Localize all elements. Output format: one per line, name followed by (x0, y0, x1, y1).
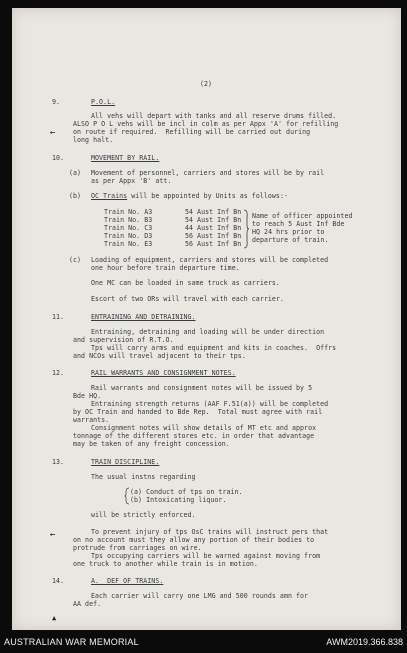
section-10-c-line: Escort of two ORs will travel with each carrier. (91, 295, 284, 303)
section-13-number: 13. (52, 458, 65, 466)
section-12-number: 12. (52, 369, 65, 377)
section-9-number: 9. (52, 98, 61, 106)
section-10-title: MOVEMENT BY RAIL. (91, 154, 160, 162)
section-13-line: protrude from carriages on wire. (73, 544, 202, 552)
section-10-c-label: (c) (69, 256, 82, 264)
section-10-number: 10. (52, 154, 65, 162)
section-12-line: Consignment notes will show details of MT etc and approx (91, 424, 317, 432)
section-10-a-label: (a) (69, 169, 82, 177)
section-10-c-line: One MC can be loaded in same truck as carriers. (91, 279, 280, 287)
section-9-line: long halt. (73, 136, 114, 144)
trains-note: departure of train. (252, 236, 329, 244)
section-12-line: by OC Train and handed to Bde Rep. Total must agree with rail (73, 408, 323, 416)
trains-note: to reach 5 Aust Inf Bde (252, 220, 345, 228)
section-12-line: Entraining strength returns (AAF F.51(a)) will be completed (91, 400, 329, 408)
section-10-a-line: as per Appx 'B' att. (91, 177, 172, 185)
trains-note: HQ 24 hrs prior to (252, 228, 325, 236)
section-13-line: on no account must they allow any portion of their bodies to (73, 536, 315, 544)
footer-bar (0, 630, 407, 653)
section-13-lead: The usual instns regarding (91, 473, 196, 481)
train-unit: 54 Aust Inf Bn (185, 208, 242, 216)
section-12-line: warrants. (73, 416, 110, 424)
section-10-c-line: Loading of equipment, carriers and stores will be completed (91, 256, 329, 264)
arrow-mark-icon: ← (50, 530, 56, 540)
oc-trains-rest: will be appointed by Units as follows:- (127, 192, 288, 200)
section-14-line: Each carrier will carry one LMG and 500 rounds amn for (91, 592, 309, 600)
train-name: Train No. D3 (104, 232, 153, 240)
document-page (12, 8, 401, 630)
section-11-line: Entraining, detraining and loading will be under direction (91, 328, 325, 336)
section-13-after: will be strictly enforced. (91, 511, 196, 519)
section-11-line: and supervision of R.T.O. (73, 336, 174, 344)
train-unit: 44 Aust Inf Bn (185, 224, 242, 232)
section-10-a-line: Movement of personnel, carriers and stores will be by rail (91, 169, 325, 177)
train-name: Train No. A3 (104, 208, 153, 216)
section-13-title: TRAIN DISCIPLINE. (91, 458, 160, 466)
section-14-line: AA def. (73, 600, 102, 608)
section-11-title: ENTRAINING AND DETRAINING. (91, 313, 196, 321)
section-12-line: Bde HQ. (73, 392, 102, 400)
train-name: Train No. B3 (104, 216, 153, 224)
train-unit: 54 Aust Inf Bn (185, 216, 242, 224)
section-11-number: 11. (52, 313, 65, 321)
train-unit: 56 Aust Inf Bn (185, 240, 242, 248)
section-13-line: Tps occupying carriers will be warned against moving from (91, 552, 321, 560)
train-unit: 56 Aust Inf Bn (185, 232, 242, 240)
footer-accession: AWM2019.366.838 (326, 637, 403, 647)
section-11-line: Tps will carry arms and equipment and kits in coaches. Offrs (91, 344, 337, 352)
section-9-line: ALSO P O L vehs will be incl in colm as per Appx 'A' for refilling (73, 120, 339, 128)
section-9-line: on route if required. Refilling will be carried out during (73, 128, 311, 136)
arrow-mark-icon: ← (50, 128, 56, 138)
page-number: (2) (200, 80, 213, 88)
train-name: Train No. C3 (104, 224, 153, 232)
section-12-line: may be taken of any freight concession. (73, 440, 230, 448)
section-14-title: A. DEF OF TRAINS. (91, 577, 164, 585)
train-name: Train No. E3 (104, 240, 153, 248)
section-9-title: P.O.L. (91, 98, 116, 106)
section-14-number: 14. (52, 577, 65, 585)
section-12-line: tonnage of the different stores etc. in order that advantage (73, 432, 315, 440)
section-10-b-label: (b) (69, 192, 82, 200)
pin-mark-icon: ▲ (52, 614, 57, 622)
section-12-title: RAIL WARRANTS AND CONSIGNMENT NOTES. (91, 369, 236, 377)
oc-trains-text: OC Trains (91, 192, 128, 200)
section-10-c-line: one hour before train departure time. (91, 264, 240, 272)
section-12-line: Rail warrants and consignment notes will be issued by 5 (91, 384, 313, 392)
section-13-item: (a) Conduct of tps on train. (130, 488, 243, 496)
section-13-item: (b) Intoxicating liquor. (130, 496, 227, 504)
trains-note: Name of officer appointed (252, 212, 353, 220)
brace-icon (242, 209, 250, 249)
footer-credit: AUSTRALIAN WAR MEMORIAL (4, 637, 139, 647)
section-10-b-line (91, 193, 288, 200)
section-9-line: All vehs will depart with tanks and all reserve drums filled. (91, 112, 337, 120)
section-13-line: one truck to another while train is in motion. (73, 560, 258, 568)
section-13-line: To prevent injury of tps OsC trains will instruct pers that (91, 528, 329, 536)
section-11-line: and NCOs will travel adjacent to their tps. (73, 352, 246, 360)
